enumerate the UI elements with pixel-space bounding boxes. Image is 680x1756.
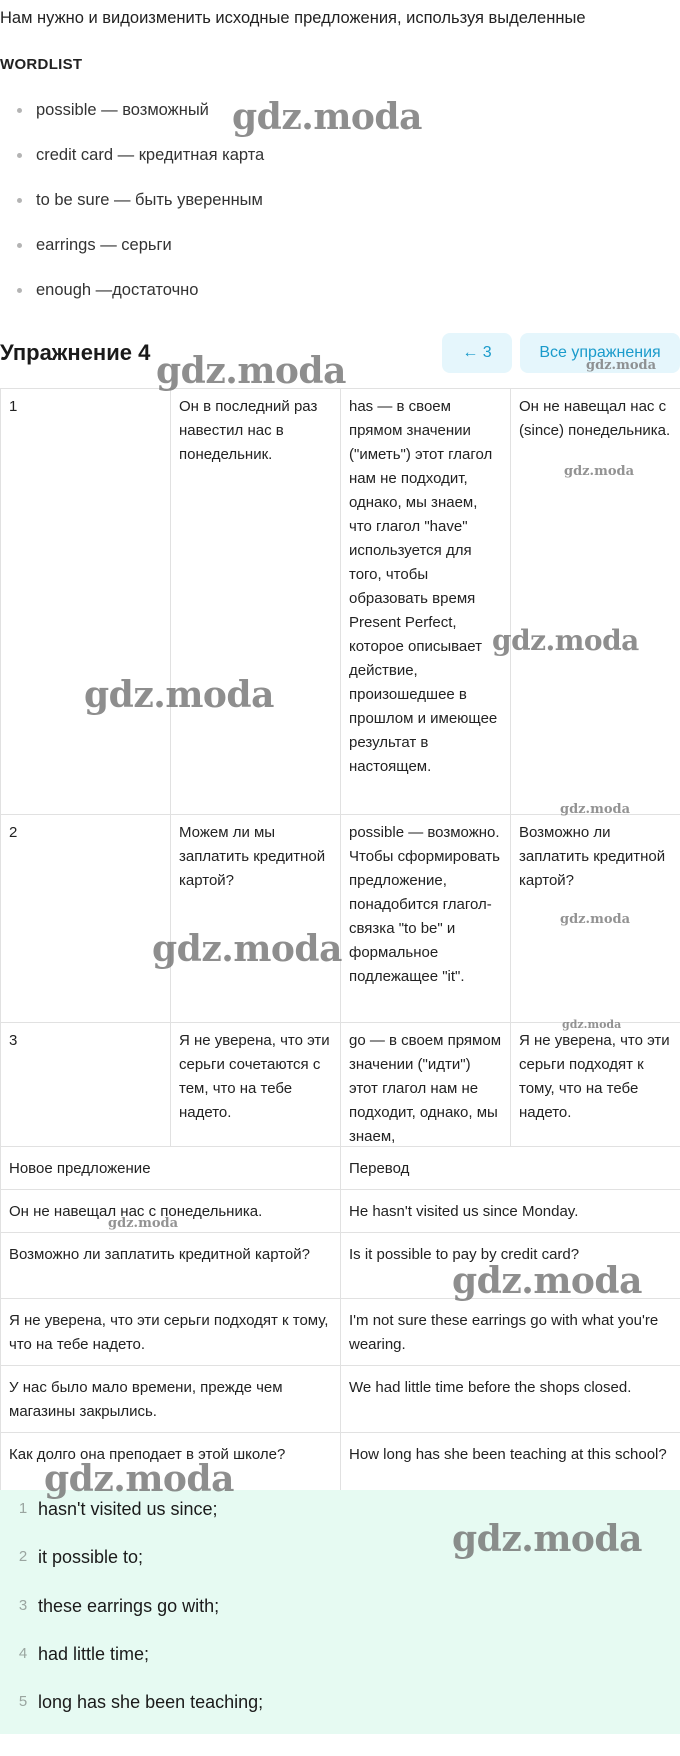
answer-number: 5 xyxy=(18,1693,28,1710)
table-row xyxy=(1,815,680,1023)
table-cell: Я не уверена, что эти серьги подходят к тому, что на тебе надето. xyxy=(1,1299,341,1366)
previous-exercise-button[interactable]: ← 3 xyxy=(442,333,512,373)
wordlist xyxy=(0,98,600,323)
table-cell: has — в своем прямом значении ("иметь") этот глагол нам не подходит, однако, мы знаем, что глагол "have" используется для того, чтобы образовать время Present Perfect, которое описывает действие, произошедшее в прошлом и имеющее результат в настоящем. xyxy=(341,389,511,815)
table-cell: Можем ли мы заплатить кредитной картой? xyxy=(171,815,341,1023)
table-row xyxy=(1,1023,680,1147)
table-cell: 1 xyxy=(1,389,171,815)
table-cell: Я не уверена, что эти серьги подходят к тому, что на тебе надето. xyxy=(511,1023,680,1147)
analysis-table xyxy=(0,388,680,1146)
wordlist-item: credit card — кредитная карта xyxy=(0,143,600,188)
table-cell: У нас было мало времени, прежде чем магазины закрылись. xyxy=(1,1366,341,1433)
answer-item xyxy=(0,1494,680,1524)
table-cell: We had little time before the shops closed. xyxy=(341,1366,680,1433)
wordlist-item: earrings — серьги xyxy=(0,233,600,278)
table-cell: Я не уверена, что эти серьги сочетаются с тем, что на тебе надето. xyxy=(171,1023,341,1147)
watermark-logo: gdz.moda xyxy=(452,1260,642,1302)
answer-item xyxy=(0,1639,680,1669)
table-cell: Возможно ли заплатить кредитной картой? xyxy=(1,1233,341,1299)
column-header: Новое предложение xyxy=(1,1147,341,1190)
answer-number: 3 xyxy=(18,1597,28,1614)
wordlist-item: possible — возможный xyxy=(0,98,600,143)
watermark-logo: gdz.moda xyxy=(586,358,657,373)
watermark-logo: gdz.moda xyxy=(84,674,274,716)
table-cell: Возможно ли заплатить кредитной картой? xyxy=(511,815,680,1023)
table-row xyxy=(1,389,680,815)
answer-text: hasn't visited us since; xyxy=(38,1499,218,1519)
watermark-logo: gdz.moda xyxy=(152,928,342,970)
answer-text: long has she been teaching; xyxy=(38,1692,264,1712)
analysis-table-wrapper xyxy=(0,388,680,1146)
translation-table xyxy=(0,1146,680,1495)
table-row xyxy=(1,1299,680,1366)
table-cell: possible — возможно. Чтобы сформировать предложение, понадобится глагол-связка "to be" и формальное подлежащее "it". xyxy=(341,815,511,1023)
answer-number: 4 xyxy=(18,1645,28,1662)
watermark-logo: gdz.moda xyxy=(560,912,631,927)
answer-item xyxy=(0,1687,680,1717)
watermark-logo: gdz.moda xyxy=(232,96,422,138)
watermark-logo: gdz.moda xyxy=(562,1018,622,1031)
table-cell: Как долго она преподает в этой школе? xyxy=(1,1433,341,1495)
table-cell: How long has she been teaching at this school? xyxy=(341,1433,680,1495)
watermark-logo: gdz.moda xyxy=(44,1458,234,1500)
table-cell: go — в своем прямом значении ("идти") этот глагол нам не подходит, однако, мы знаем, xyxy=(341,1023,511,1147)
watermark-logo: gdz.moda xyxy=(156,350,346,392)
answer-text: it possible to; xyxy=(38,1547,144,1567)
wordlist-item: enough —достаточно xyxy=(0,278,600,323)
watermark-logo: gdz.moda xyxy=(560,802,631,817)
answer-item xyxy=(0,1591,680,1621)
column-header: Перевод xyxy=(341,1147,680,1190)
table-cell: Он не навещал нас с понедельника. xyxy=(1,1190,341,1233)
table-header-row xyxy=(1,1147,680,1190)
watermark-logo: gdz.moda xyxy=(452,1518,642,1560)
table-cell: Is it possible to pay by credit card? xyxy=(341,1233,680,1299)
all-exercises-button[interactable]: Все упражнения xyxy=(520,333,680,373)
watermark-logo: gdz.moda xyxy=(108,1216,179,1231)
answer-number: 2 xyxy=(18,1548,28,1565)
table-cell: He hasn't visited us since Monday. xyxy=(341,1190,680,1233)
answer-text: these earrings go with; xyxy=(38,1596,220,1616)
table-row xyxy=(1,1366,680,1433)
table-row xyxy=(1,1433,680,1495)
wordlist-title: WORDLIST xyxy=(0,56,83,73)
watermark-logo: gdz.moda xyxy=(564,464,635,479)
wordlist-item: to be sure — быть уверенным xyxy=(0,188,600,233)
exercise-title: Упражнение 4 xyxy=(0,340,151,365)
watermark-logo: gdz.moda xyxy=(492,624,639,657)
answer-number: 1 xyxy=(18,1500,28,1517)
table-row xyxy=(1,1233,680,1299)
answers-list xyxy=(0,1490,680,1734)
table-row xyxy=(1,1190,680,1233)
table-cell: Он в последний раз навестил нас в понедельник. xyxy=(171,389,341,815)
answer-item xyxy=(0,1542,680,1572)
table-cell: 2 xyxy=(1,815,171,1023)
answer-text: had little time; xyxy=(38,1644,150,1664)
table-cell: I'm not sure these earrings go with what you're wearing. xyxy=(341,1299,680,1366)
table-cell: 3 xyxy=(1,1023,171,1147)
table-cell: Он не навещал нас с (since) понедельника. xyxy=(511,389,680,815)
intro-text: Нам нужно и видоизменить исходные предложения, используя выделенные xyxy=(0,9,586,27)
